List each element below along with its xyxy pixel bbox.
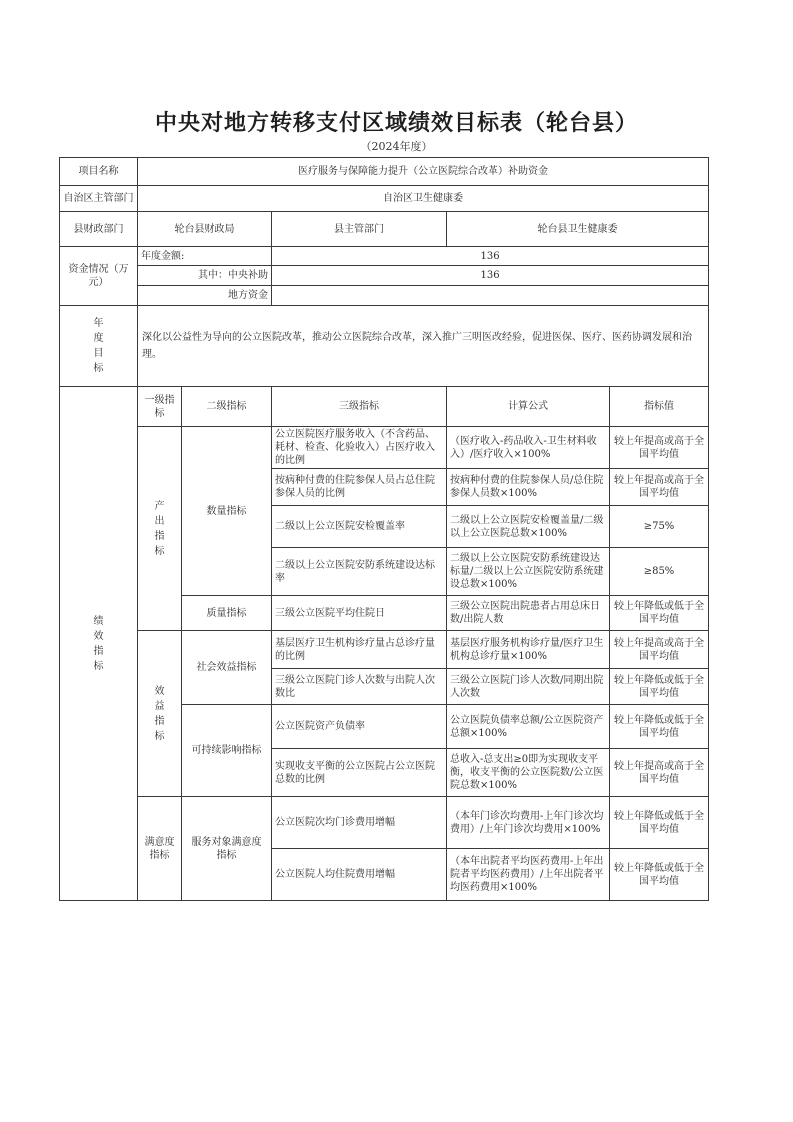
indicator-formula: （本年门诊次均费用-上年门诊次均费用）/上年门诊次均费用×100% [447,797,610,849]
local-value [272,286,709,306]
sub-quality: 质量指标 [182,596,272,631]
indicator-value: 较上年提高或高于全国平均值 [610,749,709,797]
row-perf-header [60,387,709,427]
county-finance-label: 县财政部门 [60,212,138,247]
goal-label: 年度目标 [60,306,138,387]
row-funds-central [60,266,709,286]
project-name-value: 医疗服务与保障能力提升（公立医院综合改革）补助资金 [138,158,709,186]
table-row [60,797,709,849]
header-value: 指标值 [610,387,709,427]
indicator-formula: 三级公立医院门诊人次数/同期出院人次数 [447,669,610,705]
perf-label: 绩效指标 [60,387,138,901]
row-dept [60,186,709,212]
indicator-formula: （本年出院者平均医药费用-上年出院者平均医药费用）/上年出院者平均医药费用×100% [447,849,610,901]
indicator-formula: （医疗收入-药品收入-卫生材料收入）/医疗收入×100% [447,427,610,469]
indicator-value: 较上年提高或高于全国平均值 [610,631,709,669]
row-project-name [60,158,709,186]
central-value: 136 [272,266,709,286]
page-title: 中央对地方转移支付区域绩效目标表（轮台县） [154,110,638,136]
indicator-value: 较上年提高或高于全国平均值 [610,427,709,469]
indicator-value: 较上年提高或高于全国平均值 [610,469,709,506]
indicator-formula: 二级以上公立医院安防系统建设达标量/二级以上公立医院安防系统建设总数×100% [447,548,610,596]
goal-text: 深化以公益性为导向的公立医院改革，推动公立医院综合改革，深入推广三明医改经验，促进医保、医疗、医药协调发展和治理。 [138,306,709,387]
indicator-name: 公立医院医疗服务收入（不含药品、耗材、检查、化验收入）占医疗收入的比例 [272,427,447,469]
indicator-name: 公立医院资产负债率 [272,705,447,749]
header-level1: 一级指标 [138,387,182,427]
indicator-formula: 总收入-总支出≥0即为实现收支平衡，收支平衡的公立医院数/公立医院总数×100% [447,749,610,797]
indicator-value: 较上年降低或低于全国平均值 [610,797,709,849]
indicator-name: 二级以上公立医院安防系统建设达标率 [272,548,447,596]
header-level2: 二级指标 [182,387,272,427]
header-level3: 三级指标 [272,387,447,427]
indicator-name: 实现收支平衡的公立医院占公立医院总数的比例 [272,749,447,797]
indicator-name: 二级以上公立医院安检覆盖率 [272,506,447,548]
dept-value: 自治区卫生健康委 [138,186,709,212]
indicator-name: 三级公立医院平均住院日 [272,596,447,631]
indicator-name: 基层医疗卫生机构诊疗量占总诊疗量的比例 [272,631,447,669]
page-subtitle: （2024年度） [360,140,433,153]
central-label: 其中：中央补助 [138,266,272,286]
local-label: 地方资金 [138,286,272,306]
group-output: 产出指标 [138,427,182,631]
performance-table [59,157,709,901]
indicator-value: ≥75% [610,506,709,548]
sub-service: 服务对象满意度指标 [182,797,272,901]
annual-value: 136 [272,247,709,266]
sub-social: 社会效益指标 [182,631,272,705]
indicator-name: 按病种付费的住院参保人员占总住院参保人员的比例 [272,469,447,506]
row-funds-local [60,286,709,306]
row-county [60,212,709,247]
table-row [60,631,709,669]
group-benefit: 效益指标 [138,631,182,797]
indicator-formula: 基层医疗服务机构诊疗量/医疗卫生机构总诊疗量×100% [447,631,610,669]
indicator-value: 较上年降低或低于全国平均值 [610,669,709,705]
indicator-name: 三级公立医院门诊人次数与出院人次数比 [272,669,447,705]
sub-sustain: 可持续影响指标 [182,705,272,797]
row-funds-annual [60,247,709,266]
row-goal [60,306,709,387]
funds-label: 资金情况（万元） [60,247,138,306]
header-formula: 计算公式 [447,387,610,427]
county-dept-label: 县主管部门 [272,212,447,247]
project-name-label: 项目名称 [60,158,138,186]
indicator-value: 较上年降低或低于全国平均值 [610,849,709,901]
indicator-value: 较上年降低或低于全国平均值 [610,596,709,631]
sub-quantity: 数量指标 [182,427,272,596]
table-row [60,427,709,469]
indicator-formula: 二级以上公立医院安检覆盖量/二级以上公立医院总数×100% [447,506,610,548]
indicator-formula: 三级公立医院出院患者占用总床日数/出院人数 [447,596,610,631]
indicator-value: ≥85% [610,548,709,596]
indicator-formula: 按病种付费的住院参保人员/总住院参保人员数×100% [447,469,610,506]
indicator-name: 公立医院人均住院费用增幅 [272,849,447,901]
county-dept-value: 轮台县卫生健康委 [447,212,709,247]
group-satisfaction: 满意度指标 [138,797,182,901]
indicator-name: 公立医院次均门诊费用增幅 [272,797,447,849]
annual-label: 年度金额: [138,247,272,266]
indicator-formula: 公立医院负债率总额/公立医院资产总额×100% [447,705,610,749]
dept-label: 自治区主管部门 [60,186,138,212]
indicator-value: 较上年降低或低于全国平均值 [610,705,709,749]
county-finance-value: 轮台县财政局 [138,212,272,247]
